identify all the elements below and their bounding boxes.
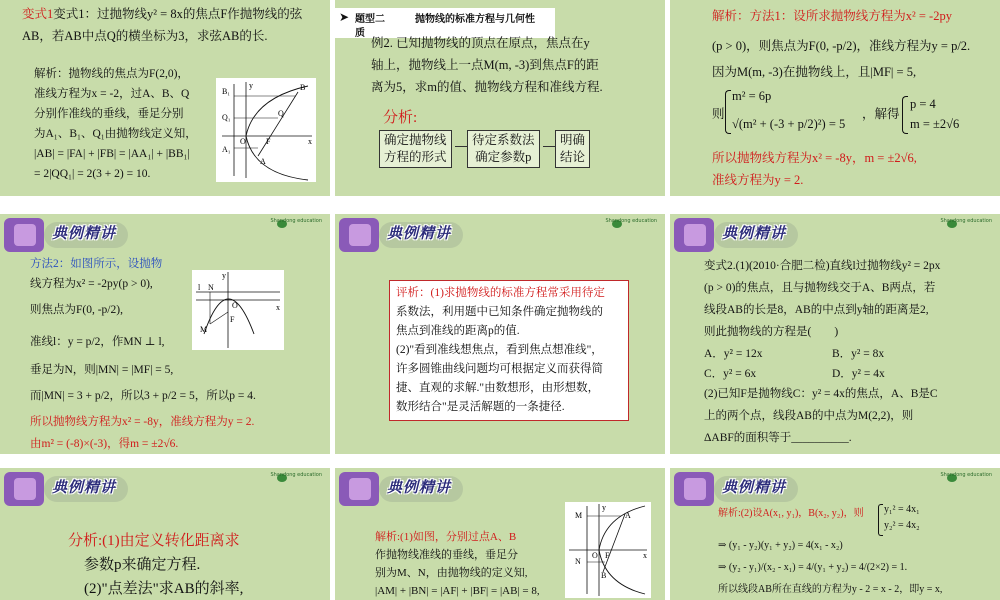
label-o: O bbox=[240, 137, 246, 146]
variant-2-text-1: 变式2.(1)(2010·合肥二检)直线l过抛物线y² = 2px bbox=[704, 260, 941, 272]
label-y-axis: y bbox=[249, 81, 253, 90]
banner-title: 典例精讲 bbox=[387, 478, 452, 496]
slide-5 bbox=[335, 214, 665, 454]
flow-box-conclusion-line-2: 结论 bbox=[560, 150, 586, 164]
flow-box-form-line-2: 方程的形式 bbox=[384, 150, 447, 164]
variant-1-line-2: AB，若AB中点Q的横坐标为3，求弦AB的长. bbox=[22, 29, 268, 43]
arrow-icon: ➤ bbox=[339, 10, 350, 24]
variant-2-part-2-line-3: ΔABF的面积等于__________. bbox=[704, 432, 852, 444]
example-2-line-1 bbox=[371, 33, 590, 54]
variant-2-line-3: 线段AB的长是8，AB的中点到y轴的距离是2, bbox=[704, 304, 929, 316]
flow-box-form bbox=[379, 130, 452, 168]
analysis-text-1: 分析:(1)由定义转化距离求 bbox=[68, 533, 240, 549]
logo-text: Shandong education bbox=[270, 218, 322, 224]
commentary-line-2: 系数法，利用题中已知条件确定抛物线的 bbox=[396, 306, 603, 318]
slide-1 bbox=[0, 0, 330, 196]
system-brace-2 bbox=[878, 504, 883, 536]
banner bbox=[335, 468, 465, 510]
label-a-3: A bbox=[625, 511, 631, 520]
slide-6 bbox=[670, 214, 1000, 454]
option-b: B．y² = 8x bbox=[832, 348, 885, 360]
solution-1-line-1 bbox=[375, 528, 516, 546]
topic-tag-wrap: 质 bbox=[355, 28, 365, 39]
label-q1: Q₁ bbox=[222, 113, 231, 122]
method-1-line-1 bbox=[712, 6, 952, 27]
method-1-then: 则 bbox=[712, 107, 725, 121]
solution-line-1: 解析：抛物线的焦点为F(2,0)， bbox=[34, 68, 189, 80]
system-eq-a: y₁² = 4x₁ bbox=[884, 504, 920, 515]
commentary-line-7: 数形结合"是灵活解题的一条捷径. bbox=[396, 401, 565, 413]
analysis-line-1 bbox=[68, 530, 240, 552]
solution-1-line-3: 别为M、N，由抛物线的定义知, bbox=[375, 567, 528, 579]
label-f-3: F bbox=[605, 551, 610, 560]
flow-box-form-line-1: 确定抛物线 bbox=[384, 133, 447, 147]
option-a: A．y² = 12x bbox=[704, 348, 763, 360]
system-eq-b: y₂² = 4x₂ bbox=[884, 520, 920, 531]
solution-1-line-2: 作抛物线准线的垂线，垂足分 bbox=[375, 549, 518, 561]
label-x-axis: x bbox=[308, 137, 312, 146]
banner-title: 典例精讲 bbox=[387, 224, 452, 242]
banner bbox=[335, 214, 465, 256]
slide-4 bbox=[0, 214, 330, 454]
banner bbox=[670, 468, 800, 510]
method-2-line-1: 方法2：如图所示，设抛物 bbox=[30, 258, 163, 270]
label-x-2: x bbox=[276, 303, 280, 312]
solution-2-line-2: ⇒ (y₁ - y₂)(y₁ + y₂) = 4(x₁ - x₂) bbox=[718, 540, 843, 551]
flow-box-conclusion-line-1: 明确 bbox=[560, 133, 586, 147]
solution-2-line-3: ⇒ (y₂ - y₁)/(x₂ - x₁) = 4/(y₁ + y₂) = 4/(2×2) = 1. bbox=[718, 562, 908, 573]
commentary-line-6: 捷、直观的求解."由数想形，由形想数， bbox=[396, 382, 600, 394]
solution-line-6: = 2|QQ₁| = 2(3 + 2) = 10. bbox=[34, 168, 151, 180]
variant-2-line-1 bbox=[704, 256, 940, 277]
flow-box-conclusion bbox=[555, 130, 590, 168]
logo-text: Shandong education bbox=[605, 218, 657, 224]
slide-2 bbox=[335, 0, 665, 196]
method-2-line-3: 则焦点为F(0, -p/2), bbox=[30, 304, 123, 316]
logo-text: Shandong education bbox=[940, 472, 992, 478]
method-1-directrix: 准线方程为y = 2. bbox=[712, 173, 804, 187]
slide-8 bbox=[335, 468, 665, 600]
slide-7 bbox=[0, 468, 330, 600]
solution-line-3: 分别作准线的垂线，垂足分别 bbox=[34, 108, 184, 120]
label-a: A bbox=[260, 157, 266, 166]
label-f: F bbox=[266, 137, 271, 146]
solution-m: m = ±2√6 bbox=[910, 117, 960, 131]
option-c: C．y² = 6x bbox=[704, 368, 757, 380]
banner-title: 典例精讲 bbox=[52, 224, 117, 242]
slide-9 bbox=[670, 468, 1000, 600]
method-2-line-2: 线方程为x² = -2py(p > 0), bbox=[30, 278, 153, 290]
solution-2-line-4: 所以线段AB所在直线的方程为y - 2 = x - 2，即y = x, bbox=[718, 584, 943, 595]
analysis-line-2: 参数p来确定方程. bbox=[84, 557, 201, 573]
system-eq-1: m² = 6p bbox=[732, 89, 772, 103]
example-2-line-3: 离为5，求m的值、抛物线方程和准线方程. bbox=[371, 80, 603, 94]
label-f-2: F bbox=[230, 315, 235, 324]
solution-p: p = 4 bbox=[910, 97, 936, 111]
variant-2-part-2-line-2: 上的两个点，线段AB的中点为M(2,2)，则 bbox=[704, 410, 914, 422]
label-n-3: N bbox=[575, 557, 581, 566]
label-b-3: B bbox=[601, 571, 607, 580]
label-m-3: M bbox=[575, 511, 583, 520]
label-x-3: x bbox=[643, 551, 647, 560]
flow-arrow-1 bbox=[455, 146, 467, 147]
label-o-3: O bbox=[592, 551, 598, 560]
variant-1-line-1: 变式1变式1：过抛物线y² = 8x的焦点F作抛物线的弦 bbox=[22, 7, 303, 21]
flow-box-method-line-1: 待定系数法 bbox=[472, 133, 535, 147]
banner bbox=[670, 214, 800, 256]
commentary-line-5: 许多圆锥曲线问题均可根据定义而获得简 bbox=[396, 363, 603, 375]
method-2-line-6: 而|MN| = 3 + p/2，所以3 + p/2 = 5，所以p = 4. bbox=[30, 390, 256, 402]
banner-title: 典例精讲 bbox=[722, 224, 787, 242]
method-2-line-5: 垂足为N，则|MN| = |MF| = 5, bbox=[30, 364, 174, 376]
system-left-brace bbox=[725, 90, 731, 134]
commentary-line-1 bbox=[396, 284, 622, 303]
commentary-line-3: 焦点到准线的距离p的值. bbox=[396, 325, 520, 337]
label-y-3: y bbox=[602, 503, 606, 512]
system-eq-2: √(m² + (-3 + p/2)²) = 5 bbox=[732, 117, 846, 131]
banner bbox=[0, 468, 130, 510]
solution-line-4: 为A₁、B₁、Q₁由抛物线定义知， bbox=[34, 128, 197, 140]
method-1-line-3: 因为M(m, -3)在抛物线上，且|MF| = 5, bbox=[712, 65, 917, 79]
method-1-text: 解析：方法1：设所求抛物线方程为x² = -2py bbox=[712, 9, 952, 23]
logo-text: Shandong education bbox=[270, 472, 322, 478]
solution-2-line-1 bbox=[718, 506, 864, 522]
label-b1: B₁ bbox=[222, 87, 231, 96]
label-b: B bbox=[300, 83, 306, 92]
label-n: N bbox=[208, 283, 214, 292]
banner bbox=[0, 214, 130, 256]
parabola-figure-1 bbox=[216, 78, 316, 182]
method-1-line-2: (p > 0)，则焦点为F(0, -p/2)，准线方程为y = p/2. bbox=[712, 39, 971, 53]
option-d: D．y² = 4x bbox=[832, 368, 885, 380]
example-2-text-1: 例2. 已知抛物线的顶点在原点，焦点在y bbox=[371, 36, 590, 50]
parabola-figure-3 bbox=[565, 502, 651, 598]
label-l: l bbox=[198, 283, 201, 292]
solve-text: ，解得 bbox=[862, 107, 900, 121]
label-m: M bbox=[200, 325, 208, 334]
banner-title: 典例精讲 bbox=[722, 478, 787, 496]
parabola-figure-2 bbox=[192, 270, 284, 350]
label-a1: A₁ bbox=[222, 145, 231, 154]
banner-title: 典例精讲 bbox=[52, 478, 117, 496]
variant-2-part-2-line-1: (2)已知F是抛物线C：y² = 4x的焦点，A、B是C bbox=[704, 388, 938, 400]
slide-3 bbox=[670, 0, 1000, 196]
topic-title: 抛物线的标准方程与几何性 bbox=[415, 14, 535, 25]
variant-2-line-4: 则此抛物线的方程是( ) bbox=[704, 326, 839, 338]
method-2-m-value: 由m² = (-8)×(-3)，得m = ±2√6. bbox=[30, 438, 179, 450]
flow-box-method-line-2: 确定参数p bbox=[475, 150, 532, 164]
label-y: y bbox=[222, 271, 226, 280]
logo-text: Shandong education bbox=[940, 218, 992, 224]
analysis-line-3: (2)"点差法"求AB的斜率, bbox=[84, 581, 244, 597]
analysis-heading: 分析: bbox=[383, 110, 418, 126]
solution-1-line-4: |AM| + |BN| = |AF| + |BF| = |AB| = 8, bbox=[375, 585, 540, 597]
method-2-result: 所以抛物线方程为x² = -8y，准线方程为y = 2. bbox=[30, 416, 255, 428]
method-1-result: 所以抛物线方程为x² = -8y，m = ±2√6, bbox=[712, 151, 917, 165]
variant-2-line-2: (p > 0)的焦点，且与抛物线交于A、B两点，若 bbox=[704, 282, 936, 294]
example-2-line-2: 轴上，抛物线上一点M(m, -3)到焦点F的距 bbox=[371, 58, 599, 72]
flow-box-method bbox=[467, 130, 540, 168]
topic-tag: 题型二 bbox=[355, 14, 385, 25]
solution-1-text-1: 解析:(1)如图，分别过点A、B bbox=[375, 531, 517, 543]
commentary-text-1: 评析：(1)求抛物线的标准方程常采用待定 bbox=[396, 287, 605, 299]
solution-line-2: 准线方程为x = -2，过A、B、Q bbox=[34, 88, 190, 100]
commentary-line-4: (2)"看到准线想焦点，看到焦点想准线"， bbox=[396, 344, 603, 356]
solution-2-text-1: 解析:(2)设A(x₁, y₁)，B(x₂, y₂)，则 bbox=[718, 508, 864, 519]
label-o-2: O bbox=[232, 301, 238, 310]
commentary-box bbox=[389, 280, 629, 421]
label-q: Q bbox=[278, 109, 284, 118]
system-right-brace bbox=[902, 96, 908, 134]
variant-1-text: 变式1：过抛物线y² = 8x的焦点F作抛物线的弦 bbox=[53, 7, 303, 21]
method-2-line-4: 准线l：y = p/2，作MN ⊥ l, bbox=[30, 336, 165, 348]
solution-line-5: |AB| = |FA| + |FB| = |AA₁| + |BB₁| bbox=[34, 148, 190, 160]
flow-arrow-2 bbox=[543, 146, 555, 147]
